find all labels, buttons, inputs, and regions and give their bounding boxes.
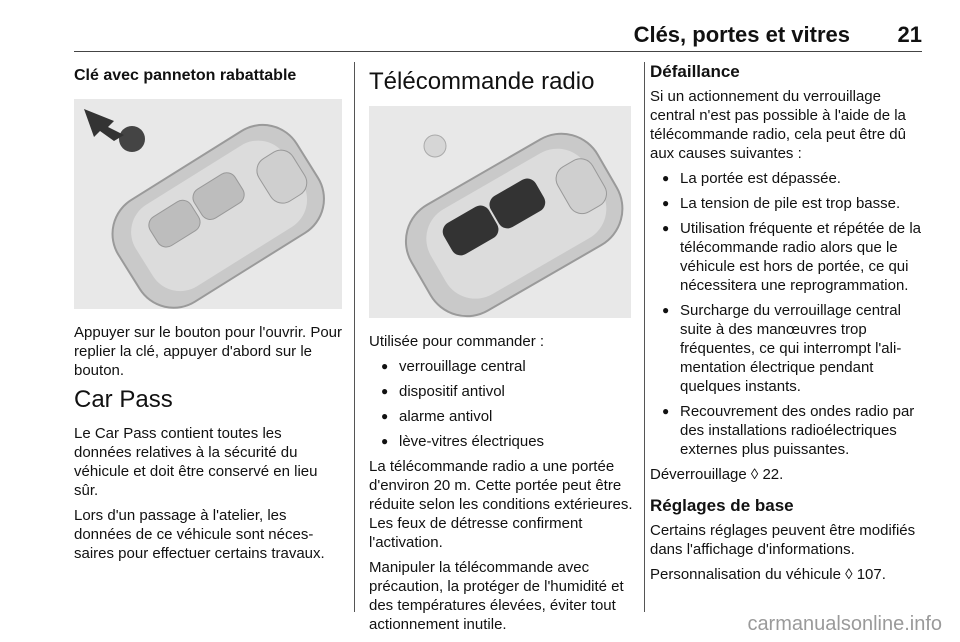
list-item: ● Recouvrement des ondes radio par des installations radioélectriques externes plus puissantes. — [650, 402, 926, 459]
section-heading-failure: Défaillance — [650, 62, 740, 81]
list-item: ● Surcharge du verrouillage central suite à des manœuvres trop fréquentes, ce qui interrompt l'alimentation électrique pendant quelques instants. — [650, 301, 926, 396]
section-heading-car-pass: Car Pass — [74, 386, 173, 413]
car-pass-paragraph-2: Lors d'un passage à l'atelier, les données de ce véhicule sont nécessaires pour effectuer certains travaux. — [74, 507, 325, 562]
column-divider — [354, 62, 355, 612]
remote-functions-list — [369, 357, 633, 451]
list-item: ● Utilisation fréquente et répétée de la télécommande radio alors que le véhicule est hors de portée, ce qui nécessitera une reprogrammation. — [650, 219, 926, 295]
page-number: 21 — [897, 22, 922, 47]
list-item: ● dispositif antivol — [369, 382, 633, 401]
column-divider — [644, 62, 645, 612]
unlocking-reference: Déverrouillage ◊ 22. — [650, 466, 784, 483]
failure-intro: Si un actionnement du verrouillage central n'est pas possible à l'aide de la télécommande radio, cela peut être dû aux causes suivantes : — [650, 88, 906, 162]
running-header-title: Clés, portes et vitres — [633, 22, 850, 47]
car-pass-paragraph-1: Le Car Pass contient toutes les données relatives à la sécurité du véhicule et doit être conservé en lieu sûr. — [74, 425, 318, 499]
remote-intro: Utilisée pour commander : — [369, 333, 545, 350]
settings-paragraph-1: Certains réglages peuvent être modifiés dans l'affichage d'informations. — [650, 522, 916, 558]
list-item: ● La tension de pile est trop basse. — [650, 194, 926, 213]
watermark: carmanualsonline.info — [747, 613, 942, 635]
list-item: ● lève-vitres électriques — [369, 432, 633, 451]
folding-key-instructions: Appuyer sur le bouton pour l'ouvrir. Pour replier la clé, appuyer d'abord sur le bouton. — [74, 324, 343, 379]
column-middle — [369, 62, 633, 640]
list-item: ● La portée est dépassée. — [650, 169, 926, 188]
list-item: ● alarme antivol — [369, 407, 633, 426]
section-heading-basic-settings: Réglages de base — [650, 496, 794, 515]
remote-control-key-icon — [369, 106, 631, 318]
list-item: ● verrouillage central — [369, 357, 633, 376]
column-right — [650, 62, 926, 590]
section-heading-remote: Télécommande radio — [369, 68, 595, 95]
column-left — [74, 62, 342, 569]
failure-causes-list — [650, 169, 926, 459]
section-heading-folding-key: Clé avec panneton rabattable — [74, 67, 297, 84]
folding-key-with-arrow-icon — [74, 99, 342, 309]
header-rule — [74, 51, 922, 52]
settings-paragraph-2: Personnalisation du véhicule ◊ 107. — [650, 566, 886, 583]
remote-care-paragraph: Manipuler la télécommande avec précaution, la protéger de l'humidité et des températures élevées, éviter tout actionnement inutile. — [369, 559, 624, 633]
remote-range-paragraph: La télécommande radio a une portée d'environ 20 m. Cette portée peut être réduite selon les conditions extérieures. Les feux de détresse confirment l'activation. — [369, 458, 633, 551]
